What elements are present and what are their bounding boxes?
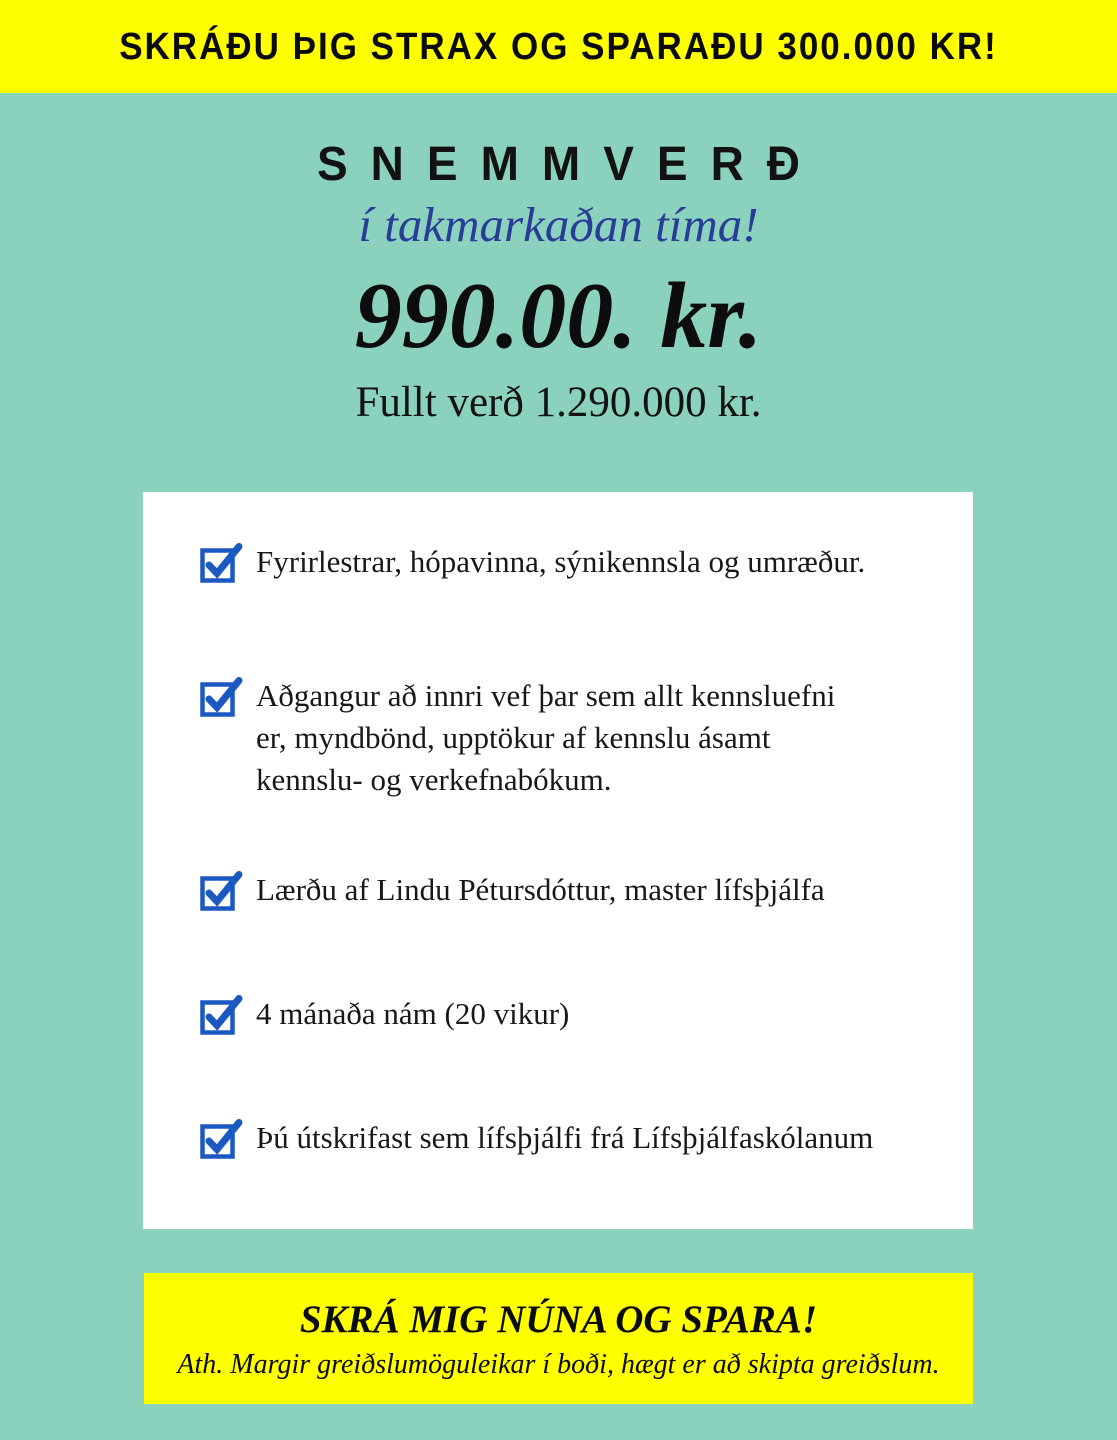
list-item-text: Lærðu af Lindu Pétursdóttur, master lífsþjálfa [256,872,825,907]
checkbox-checked-icon [199,868,243,912]
checkbox-checked-icon [199,540,243,584]
checkbox-checked-icon [199,992,243,1036]
hero-title: SNEMMVERÐ [316,135,824,191]
list-item-text: Fyrirlestrar, hópavinna, sýnikennsla og umræður. [256,544,866,579]
list-item [199,540,865,584]
list-item-text: 4 mánaða nám (20 vikur) [256,996,570,1031]
top-announcement-banner [0,0,1117,93]
list-item [199,674,835,801]
list-item [199,1116,873,1160]
benefits-card [143,492,973,1229]
cta-note: Ath. Margir greiðslumöguleikar í boði, hægt er að skipta greiðslum. [177,1348,940,1380]
hero-full-price: Fullt verð 1.290.000 kr. [355,379,762,426]
hero-price: 990.00. kr. [354,264,763,368]
cta-banner[interactable] [144,1273,973,1404]
checkbox-checked-icon [199,1116,243,1160]
list-item-text: Aðgangur að innri vef þar sem allt kennsluefni er, myndbönd, upptökur af kennslu ásamt kennslu- og verkefnabókum. [256,678,836,797]
top-banner-text: SKRÁÐU ÞIG STRAX OG SPARAÐU 300.000 KR! [119,24,998,68]
list-item [199,868,825,912]
list-item [199,992,569,1036]
cta-text: SKRÁ MIG NÚNA OG SPARA! [299,1297,818,1341]
list-item-text: Þú útskrifast sem lífsþjálfi frá Lífsþjálfaskólanum [256,1120,874,1155]
checkbox-checked-icon [199,674,243,718]
hero-subtitle: í takmarkaðan tíma! [358,197,759,252]
